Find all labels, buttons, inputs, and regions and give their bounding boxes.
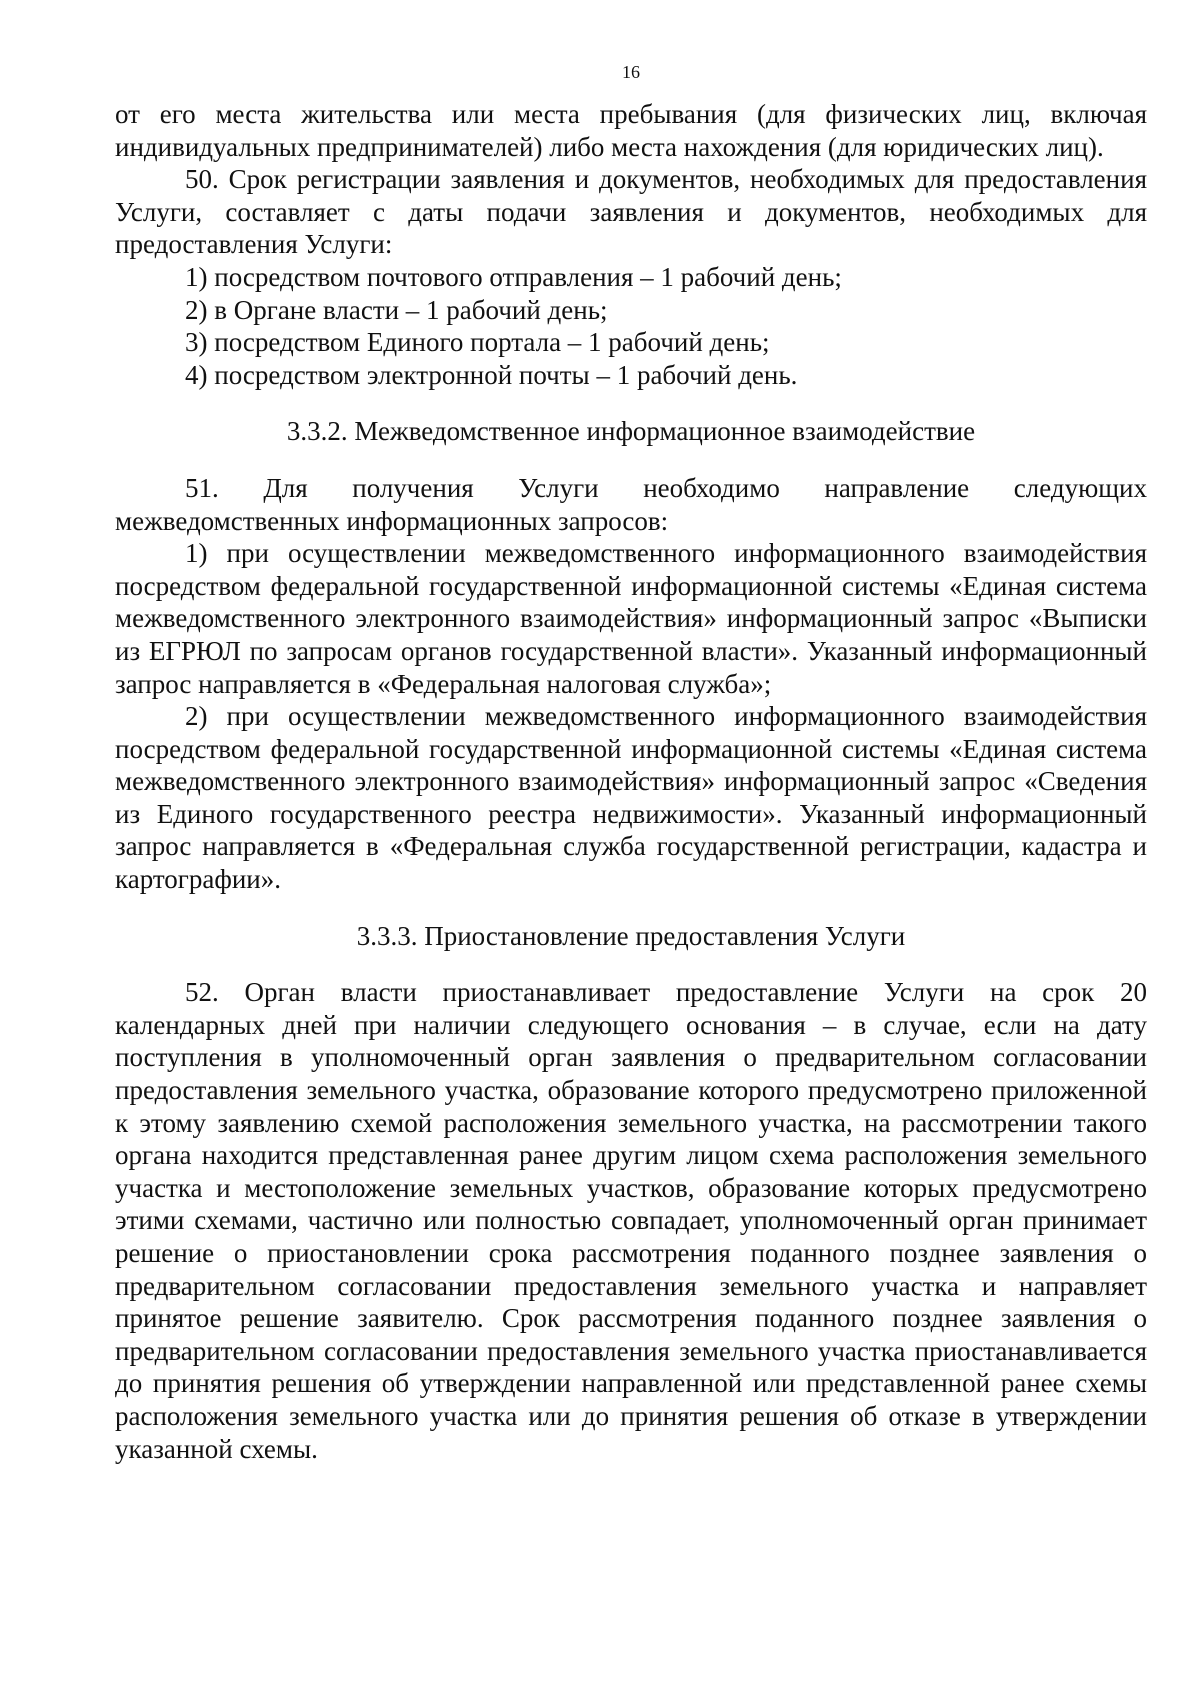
document-page [115, 60, 1147, 1465]
list-item-50-2: 2) в Органе власти – 1 рабочий день; [185, 294, 608, 325]
list-item-50-1: 1) посредством почтового отправления – 1 рабочий день; [185, 261, 842, 292]
page-number: 16 [622, 62, 640, 82]
paragraph-continuation: от его места жительства или места пребывания (для физических лиц, включая индивидуальных предпринимателей) либо места нахождения (для юридических лиц). [115, 99, 1147, 162]
section-heading-3-3-3: 3.3.3. Приостановление предоставления Услуги [356, 920, 906, 951]
paragraph-50: 50. Срок регистрации заявления и документов, необходимых для предоставления Услуги, составляет с даты подачи заявления и документов, необходимых для предоставления Услуги: [115, 164, 1147, 260]
section-heading-3-3-2: 3.3.2. Межведомственное информационное взаимодействие [286, 416, 976, 447]
list-item-50-4: 4) посредством электронной почты – 1 рабочий день. [185, 359, 798, 390]
list-item-50-3: 3) посредством Единого портала – 1 рабочий день; [185, 327, 770, 358]
paragraph-51: 51. Для получения Услуги необходимо направление следующих межведомственных информационных запросов: [115, 472, 1147, 536]
list-item-51-2: 2) при осуществлении межведомственного информационного взаимодействия посредством федеральной государственной информационной системы «Единая система межведомственного электронного взаимодействия» информационный запрос «Сведения из Единого государственного реестра недвижимости». Указанный информационный запрос направляется в «Федеральная служба государственной регистрации, кадастра и картографии». [115, 701, 1147, 895]
list-item-51-1: 1) при осуществлении межведомственного информационного взаимодействия посредством федеральной государственной информационной системы «Единая система межведомственного электронного взаимодействия» информационный запрос «Выписки из ЕГРЮЛ по запросам органов государственной власти». Указанный информационный запрос направляется в «Федеральная налоговая служба»; [115, 538, 1147, 699]
paragraph-52: 52. Орган власти приостанавливает предоставление Услуги на срок 20 календарных дней при наличии следующего основания – в случае, если на дату поступления в уполномоченный орган заявления о предварительном согласовании предоставления земельного участка, образование которого предусмотрено приложенной к этому заявлению схемой расположения земельного участка, на рассмотрении такого органа находится представленная ранее другим лицом схема расположения земельного участка и местоположение земельных участков, образование которых предусмотрено этими схемами, частично или полностью совпадает, уполномоченный орган принимает решение о приостановлении срока рассмотрения поданного позднее заявления о предварительном согласовании предоставления земельного участка и направляет принятое решение заявителю. Срок рассмотрения поданного позднее заявления о предварительном согласовании предоставления земельного участка приостанавливается до принятия решения об утверждении направленной или представленной ранее схемы расположения земельного участка или до принятия решения об отказе в утверждении указанной схемы. [115, 977, 1147, 1464]
